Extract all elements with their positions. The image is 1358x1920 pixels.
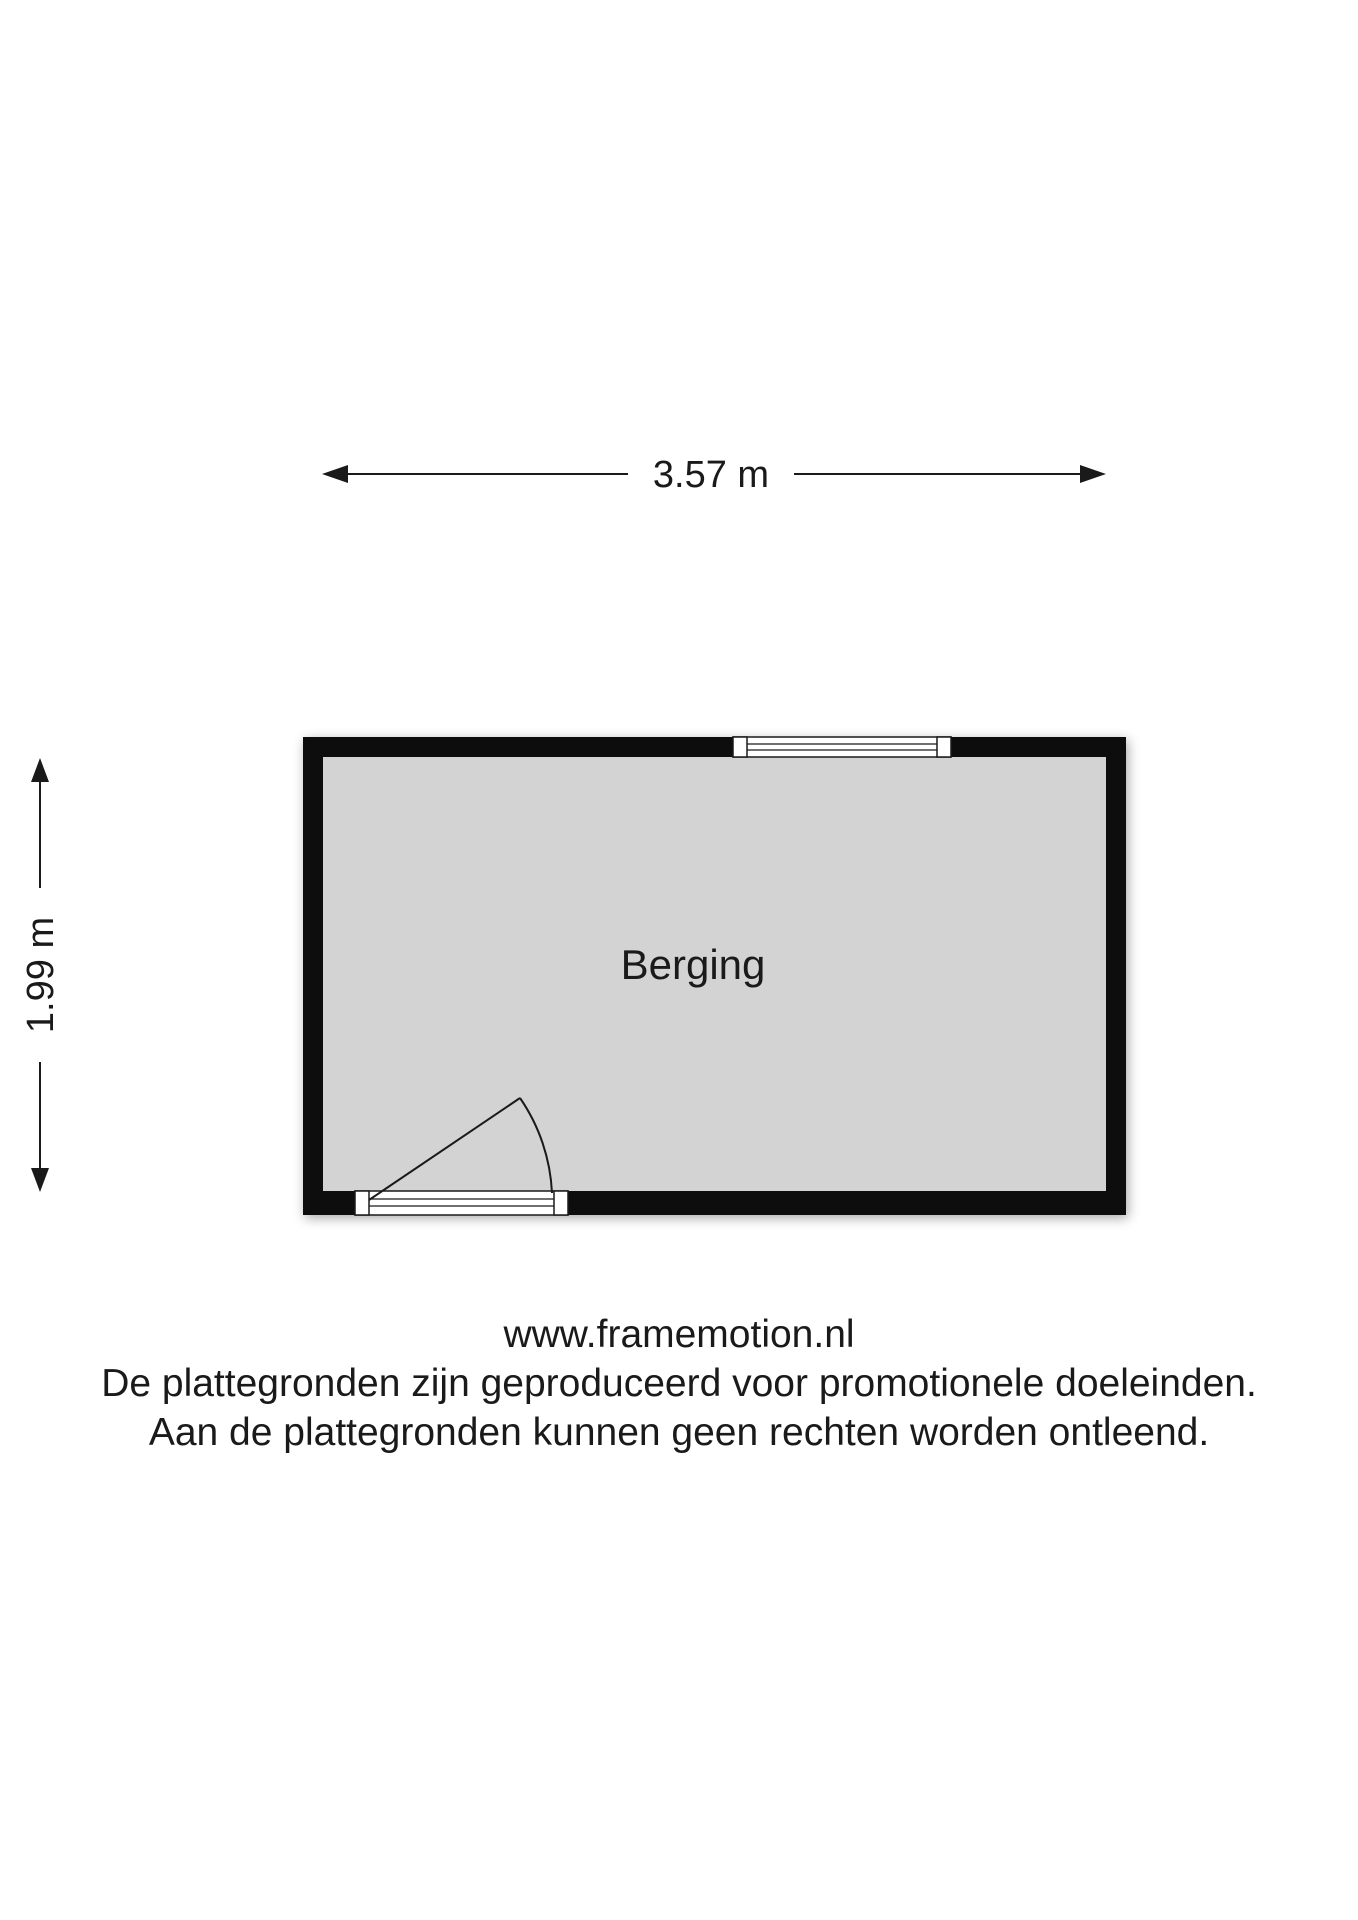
disclaimer-line-2: Aan de plattegronden kunnen geen rechten worden ontleend. [148,1411,1210,1454]
width-dimension [322,454,1106,496]
window-top [733,737,951,757]
height-dimension-label: 1.99 m [20,916,62,1034]
height-dimension [20,758,62,1192]
footer-disclaimer [0,1310,1358,1457]
arrow-up-icon [31,758,49,782]
website-link: www.framemotion.nl [503,1313,855,1356]
room-label: Berging [620,941,766,988]
arrow-left-icon [322,465,348,483]
arrow-right-icon [1080,465,1106,483]
width-dimension-label: 3.57 m [652,454,770,496]
arrow-down-icon [31,1168,49,1192]
disclaimer-line-1: De plattegronden zijn geproduceerd voor promotionele doeleinden. [101,1362,1257,1405]
